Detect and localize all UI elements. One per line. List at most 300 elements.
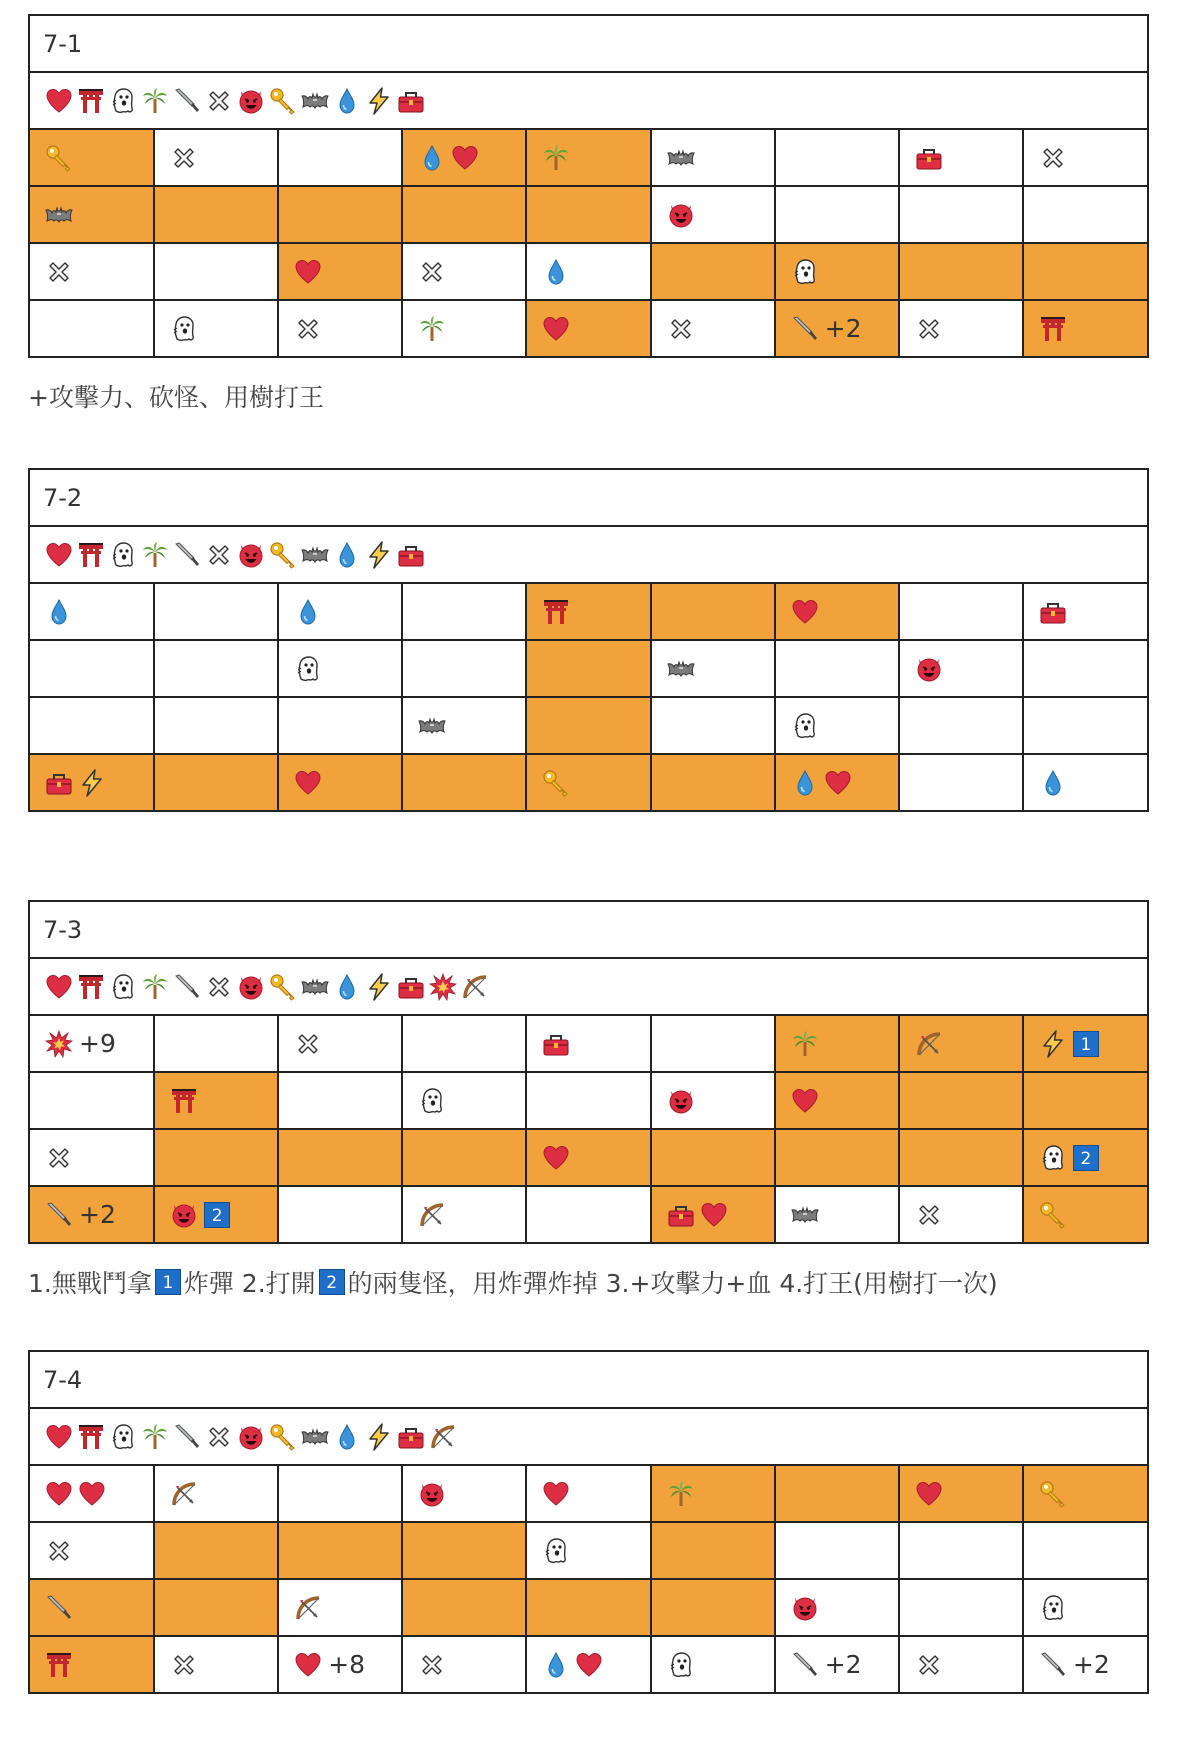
key-icon xyxy=(1038,1200,1068,1230)
note-text: 1.無戰鬥拿 xyxy=(28,1269,152,1298)
grid-cell xyxy=(651,640,775,697)
grid-cell-highlighted xyxy=(30,1186,154,1242)
cell-value: +2 xyxy=(1072,1650,1110,1679)
grid-cell-highlighted xyxy=(1023,300,1147,356)
droplet-icon xyxy=(44,597,74,627)
cross-mark-icon xyxy=(417,257,447,287)
grid-cell xyxy=(899,584,1023,640)
grid-cell-highlighted xyxy=(899,1466,1023,1522)
cross-mark-icon xyxy=(293,1029,323,1059)
lightning-icon xyxy=(1038,1029,1068,1059)
key-icon xyxy=(268,540,298,570)
ghost-icon xyxy=(666,1650,696,1680)
grid-cell xyxy=(775,186,899,243)
bow-arrow-icon xyxy=(293,1593,323,1623)
grid-row xyxy=(30,1636,1147,1692)
ghost-icon xyxy=(1038,1593,1068,1623)
lightning-icon xyxy=(77,768,107,798)
grid-cell-highlighted xyxy=(775,1016,899,1072)
grid-cell-highlighted xyxy=(30,754,154,810)
grid-cell-highlighted xyxy=(651,1466,775,1522)
heart-icon xyxy=(293,257,323,287)
cross-mark-icon xyxy=(169,1650,199,1680)
lightning-icon xyxy=(364,86,394,116)
grid-cell-highlighted xyxy=(775,300,899,356)
cell-value: +9 xyxy=(79,1029,116,1058)
number-badge: 2 xyxy=(319,1269,345,1295)
ghost-icon xyxy=(790,257,820,287)
grid-cell-highlighted xyxy=(1023,1129,1147,1186)
grid-cell xyxy=(278,1016,402,1072)
torii-gate-icon xyxy=(76,540,106,570)
droplet-icon xyxy=(332,1422,362,1452)
toolbox-icon xyxy=(914,143,944,173)
bow-arrow-icon xyxy=(460,972,490,1002)
palm-tree-icon xyxy=(666,1479,696,1509)
cross-mark-icon xyxy=(914,314,944,344)
note-text: +攻擊力、砍怪、用樹打王 xyxy=(28,383,324,412)
grid-cell xyxy=(899,1186,1023,1242)
icon-legend xyxy=(30,527,1147,584)
grid-cell xyxy=(30,640,154,697)
level-note xyxy=(28,1244,1149,1320)
cross-mark-icon xyxy=(1038,143,1068,173)
grid-cell xyxy=(1023,584,1147,640)
heart-icon xyxy=(790,597,820,627)
bat-icon xyxy=(300,972,330,1002)
grid-cell xyxy=(154,243,278,300)
grid-cell xyxy=(1023,1522,1147,1579)
level-panel xyxy=(28,14,1149,358)
grid-cell-highlighted xyxy=(651,754,775,810)
grid-cell xyxy=(278,1186,402,1242)
grid-cell-highlighted xyxy=(651,584,775,640)
ghost-icon xyxy=(417,1086,447,1116)
grid-cell xyxy=(775,130,899,186)
bat-icon xyxy=(666,654,696,684)
grid-cell-highlighted xyxy=(278,754,402,810)
grid-cell xyxy=(278,1636,402,1692)
grid-cell-highlighted xyxy=(402,1579,526,1636)
grid-cell-highlighted xyxy=(1023,243,1147,300)
knife-icon xyxy=(1038,1650,1068,1680)
cross-mark-icon xyxy=(44,1536,74,1566)
grid-cell xyxy=(899,1636,1023,1692)
cross-mark-icon xyxy=(417,1650,447,1680)
grid-cell xyxy=(154,640,278,697)
ghost-icon xyxy=(1038,1143,1068,1173)
grid-cell xyxy=(899,186,1023,243)
grid-cell-highlighted xyxy=(1023,1186,1147,1242)
grid-cell xyxy=(526,1186,650,1242)
level-note xyxy=(28,358,1149,434)
grid-cell xyxy=(30,1522,154,1579)
grid-cell xyxy=(1023,1579,1147,1636)
toolbox-icon xyxy=(1038,597,1068,627)
grid-cell-highlighted xyxy=(402,1522,526,1579)
grid-cell xyxy=(30,300,154,356)
grid-cell xyxy=(30,1072,154,1129)
grid-cell xyxy=(899,300,1023,356)
bow-arrow-icon xyxy=(428,1422,458,1452)
level-section xyxy=(28,14,1149,468)
torii-gate-icon xyxy=(44,1650,74,1680)
palm-tree-icon xyxy=(790,1029,820,1059)
grid-cell xyxy=(154,1636,278,1692)
grid-cell-highlighted xyxy=(154,754,278,810)
heart-icon xyxy=(44,540,74,570)
toolbox-icon xyxy=(44,768,74,798)
grid-cell xyxy=(402,1072,526,1129)
grid-cell-highlighted xyxy=(775,584,899,640)
palm-tree-icon xyxy=(541,143,571,173)
grid-cell-highlighted xyxy=(526,697,650,754)
grid-cell-highlighted xyxy=(775,243,899,300)
heart-icon xyxy=(293,1650,323,1680)
bow-arrow-icon xyxy=(417,1200,447,1230)
grid-row xyxy=(30,243,1147,300)
droplet-icon xyxy=(293,597,323,627)
grid-cell xyxy=(775,640,899,697)
grid-cell xyxy=(775,1186,899,1242)
key-icon xyxy=(44,143,74,173)
grid-cell xyxy=(278,584,402,640)
heart-icon xyxy=(293,768,323,798)
grid-row xyxy=(30,1522,1147,1579)
icon-legend xyxy=(30,959,1147,1016)
ghost-icon xyxy=(541,1536,571,1566)
grid-cell-highlighted xyxy=(278,186,402,243)
grid-cell-highlighted xyxy=(526,130,650,186)
cross-mark-icon xyxy=(204,540,234,570)
grid-cell xyxy=(651,1072,775,1129)
grid-cell-highlighted xyxy=(278,1522,402,1579)
level-title: 7-4 xyxy=(30,1352,1147,1409)
grid-row xyxy=(30,754,1147,810)
grid-cell-highlighted xyxy=(775,754,899,810)
knife-icon xyxy=(172,1422,202,1452)
grid-cell xyxy=(154,300,278,356)
devil-icon xyxy=(236,540,266,570)
board-grid xyxy=(30,584,1147,810)
cell-value: +8 xyxy=(328,1650,366,1679)
toolbox-icon xyxy=(396,972,426,1002)
heart-icon xyxy=(44,86,74,116)
grid-cell-highlighted xyxy=(526,584,650,640)
ghost-icon xyxy=(169,314,199,344)
grid-cell xyxy=(651,697,775,754)
cell-value: +2 xyxy=(824,314,862,343)
heart-icon xyxy=(77,1479,107,1509)
grid-cell xyxy=(1023,1636,1147,1692)
grid-cell-highlighted xyxy=(899,243,1023,300)
cross-mark-icon xyxy=(44,1143,74,1173)
bow-arrow-icon xyxy=(169,1479,199,1509)
torii-gate-icon xyxy=(541,597,571,627)
level-panel xyxy=(28,900,1149,1244)
droplet-icon xyxy=(1038,768,1068,798)
cross-mark-icon xyxy=(204,1422,234,1452)
bat-icon xyxy=(300,1422,330,1452)
grid-cell-highlighted xyxy=(402,754,526,810)
bat-icon xyxy=(44,200,74,230)
grid-cell-highlighted xyxy=(154,1129,278,1186)
grid-cell xyxy=(30,1016,154,1072)
grid-cell xyxy=(526,1636,650,1692)
grid-cell xyxy=(1023,186,1147,243)
grid-cell xyxy=(278,697,402,754)
grid-cell-highlighted xyxy=(278,243,402,300)
grid-cell-highlighted xyxy=(526,300,650,356)
grid-cell xyxy=(1023,754,1147,810)
level-title: 7-1 xyxy=(30,16,1147,73)
grid-cell xyxy=(651,186,775,243)
key-icon xyxy=(268,972,298,1002)
droplet-icon xyxy=(417,143,447,173)
bat-icon xyxy=(300,86,330,116)
level-section xyxy=(28,468,1149,900)
grid-cell-highlighted xyxy=(526,640,650,697)
puzzle-guide xyxy=(28,14,1149,1694)
explosion-icon xyxy=(44,1029,74,1059)
grid-cell xyxy=(278,130,402,186)
grid-cell xyxy=(30,1129,154,1186)
droplet-icon xyxy=(790,768,820,798)
droplet-icon xyxy=(332,86,362,116)
grid-cell xyxy=(278,640,402,697)
grid-cell xyxy=(651,1636,775,1692)
grid-cell xyxy=(651,1016,775,1072)
droplet-icon xyxy=(541,257,571,287)
knife-icon xyxy=(172,540,202,570)
section-spacer xyxy=(28,1320,1149,1350)
cell-value: +2 xyxy=(79,1200,116,1229)
devil-icon xyxy=(417,1479,447,1509)
toolbox-icon xyxy=(666,1200,696,1230)
level-section xyxy=(28,900,1149,1350)
grid-cell xyxy=(775,1522,899,1579)
grid-cell xyxy=(154,697,278,754)
grid-cell-highlighted xyxy=(402,1129,526,1186)
grid-cell-highlighted xyxy=(154,186,278,243)
grid-cell xyxy=(30,584,154,640)
grid-cell xyxy=(278,1072,402,1129)
droplet-icon xyxy=(332,540,362,570)
grid-cell xyxy=(402,1186,526,1242)
grid-cell-highlighted xyxy=(775,1129,899,1186)
heart-icon xyxy=(44,1422,74,1452)
lightning-icon xyxy=(364,972,394,1002)
grid-cell xyxy=(899,130,1023,186)
lightning-icon xyxy=(364,1422,394,1452)
grid-cell xyxy=(526,243,650,300)
bat-icon xyxy=(666,143,696,173)
grid-cell xyxy=(899,1522,1023,1579)
bat-icon xyxy=(417,711,447,741)
number-badge: 1 xyxy=(1073,1031,1099,1057)
grid-cell xyxy=(154,584,278,640)
devil-icon xyxy=(236,1422,266,1452)
grid-cell xyxy=(402,1016,526,1072)
grid-cell xyxy=(154,1466,278,1522)
icon-legend xyxy=(30,1409,1147,1466)
torii-gate-icon xyxy=(1038,314,1068,344)
section-spacer xyxy=(28,434,1149,468)
grid-cell xyxy=(402,243,526,300)
key-icon xyxy=(541,768,571,798)
cell-value: +2 xyxy=(824,1650,862,1679)
grid-cell xyxy=(402,1636,526,1692)
knife-icon xyxy=(172,972,202,1002)
heart-icon xyxy=(541,1143,571,1173)
grid-cell-highlighted xyxy=(775,1466,899,1522)
key-icon xyxy=(268,1422,298,1452)
grid-cell-highlighted xyxy=(30,186,154,243)
knife-icon xyxy=(44,1200,74,1230)
grid-cell-highlighted xyxy=(899,1129,1023,1186)
grid-cell xyxy=(899,640,1023,697)
grid-row xyxy=(30,584,1147,640)
grid-cell xyxy=(30,243,154,300)
grid-cell-highlighted xyxy=(651,243,775,300)
grid-row xyxy=(30,130,1147,186)
level-section xyxy=(28,1350,1149,1694)
heart-icon xyxy=(44,1479,74,1509)
grid-cell xyxy=(30,697,154,754)
grid-cell xyxy=(154,1016,278,1072)
grid-cell xyxy=(1023,640,1147,697)
palm-tree-icon xyxy=(140,540,170,570)
grid-cell xyxy=(402,1466,526,1522)
grid-cell xyxy=(651,130,775,186)
grid-cell-highlighted xyxy=(30,1579,154,1636)
grid-cell xyxy=(402,697,526,754)
level-panel xyxy=(28,1350,1149,1694)
grid-cell xyxy=(402,300,526,356)
grid-cell xyxy=(278,300,402,356)
devil-icon xyxy=(236,86,266,116)
grid-cell-highlighted xyxy=(526,1129,650,1186)
cross-mark-icon xyxy=(666,314,696,344)
grid-row xyxy=(30,1129,1147,1186)
grid-cell xyxy=(154,130,278,186)
ghost-icon xyxy=(108,972,138,1002)
grid-cell-highlighted xyxy=(651,1522,775,1579)
palm-tree-icon xyxy=(417,314,447,344)
knife-icon xyxy=(44,1593,74,1623)
heart-icon xyxy=(450,143,480,173)
lightning-icon xyxy=(364,540,394,570)
cross-mark-icon xyxy=(44,257,74,287)
grid-cell xyxy=(278,1466,402,1522)
grid-cell-highlighted xyxy=(154,1579,278,1636)
level-panel xyxy=(28,468,1149,812)
grid-cell-highlighted xyxy=(651,1129,775,1186)
grid-cell-highlighted xyxy=(30,1636,154,1692)
toolbox-icon xyxy=(541,1029,571,1059)
number-badge: 2 xyxy=(1073,1145,1099,1171)
explosion-icon xyxy=(428,972,458,1002)
board-grid xyxy=(30,1016,1147,1242)
torii-gate-icon xyxy=(169,1086,199,1116)
grid-cell-highlighted xyxy=(154,1072,278,1129)
cross-mark-icon xyxy=(169,143,199,173)
cross-mark-icon xyxy=(914,1650,944,1680)
torii-gate-icon xyxy=(76,86,106,116)
toolbox-icon xyxy=(396,1422,426,1452)
grid-cell-highlighted xyxy=(651,1579,775,1636)
grid-cell xyxy=(651,300,775,356)
grid-cell xyxy=(278,1579,402,1636)
devil-icon xyxy=(666,200,696,230)
grid-row xyxy=(30,300,1147,356)
grid-row xyxy=(30,1016,1147,1072)
heart-icon xyxy=(823,768,853,798)
section-spacer xyxy=(28,812,1149,900)
devil-icon xyxy=(169,1200,199,1230)
palm-tree-icon xyxy=(140,972,170,1002)
grid-cell xyxy=(1023,697,1147,754)
bow-arrow-icon xyxy=(914,1029,944,1059)
toolbox-icon xyxy=(396,86,426,116)
cross-mark-icon xyxy=(204,86,234,116)
devil-icon xyxy=(914,654,944,684)
number-badge: 2 xyxy=(204,1202,230,1228)
note-text: 炸彈 2.打開 xyxy=(183,1269,316,1298)
grid-cell xyxy=(775,1636,899,1692)
grid-cell-highlighted xyxy=(402,186,526,243)
bat-icon xyxy=(790,1200,820,1230)
grid-cell-highlighted xyxy=(30,130,154,186)
level-title: 7-3 xyxy=(30,902,1147,959)
board-grid xyxy=(30,1466,1147,1692)
palm-tree-icon xyxy=(140,86,170,116)
cross-mark-icon xyxy=(914,1200,944,1230)
bat-icon xyxy=(300,540,330,570)
grid-row xyxy=(30,1466,1147,1522)
grid-cell-highlighted xyxy=(1023,1072,1147,1129)
grid-row xyxy=(30,640,1147,697)
grid-row xyxy=(30,1072,1147,1129)
grid-cell-highlighted xyxy=(651,1186,775,1242)
grid-cell xyxy=(899,754,1023,810)
droplet-icon xyxy=(332,972,362,1002)
grid-row xyxy=(30,186,1147,243)
board-grid xyxy=(30,130,1147,356)
ghost-icon xyxy=(108,540,138,570)
cross-mark-icon xyxy=(293,314,323,344)
grid-cell-highlighted xyxy=(775,1072,899,1129)
grid-cell xyxy=(402,640,526,697)
heart-icon xyxy=(790,1086,820,1116)
heart-icon xyxy=(44,972,74,1002)
toolbox-icon xyxy=(396,540,426,570)
grid-cell-highlighted xyxy=(899,1072,1023,1129)
grid-cell xyxy=(30,1466,154,1522)
ghost-icon xyxy=(108,86,138,116)
heart-icon xyxy=(574,1650,604,1680)
heart-icon xyxy=(541,1479,571,1509)
grid-row xyxy=(30,697,1147,754)
devil-icon xyxy=(236,972,266,1002)
ghost-icon xyxy=(108,1422,138,1452)
icon-legend xyxy=(30,73,1147,130)
level-title: 7-2 xyxy=(30,470,1147,527)
grid-cell xyxy=(526,1522,650,1579)
grid-cell xyxy=(526,1016,650,1072)
grid-cell-highlighted xyxy=(1023,1016,1147,1072)
droplet-icon xyxy=(541,1650,571,1680)
